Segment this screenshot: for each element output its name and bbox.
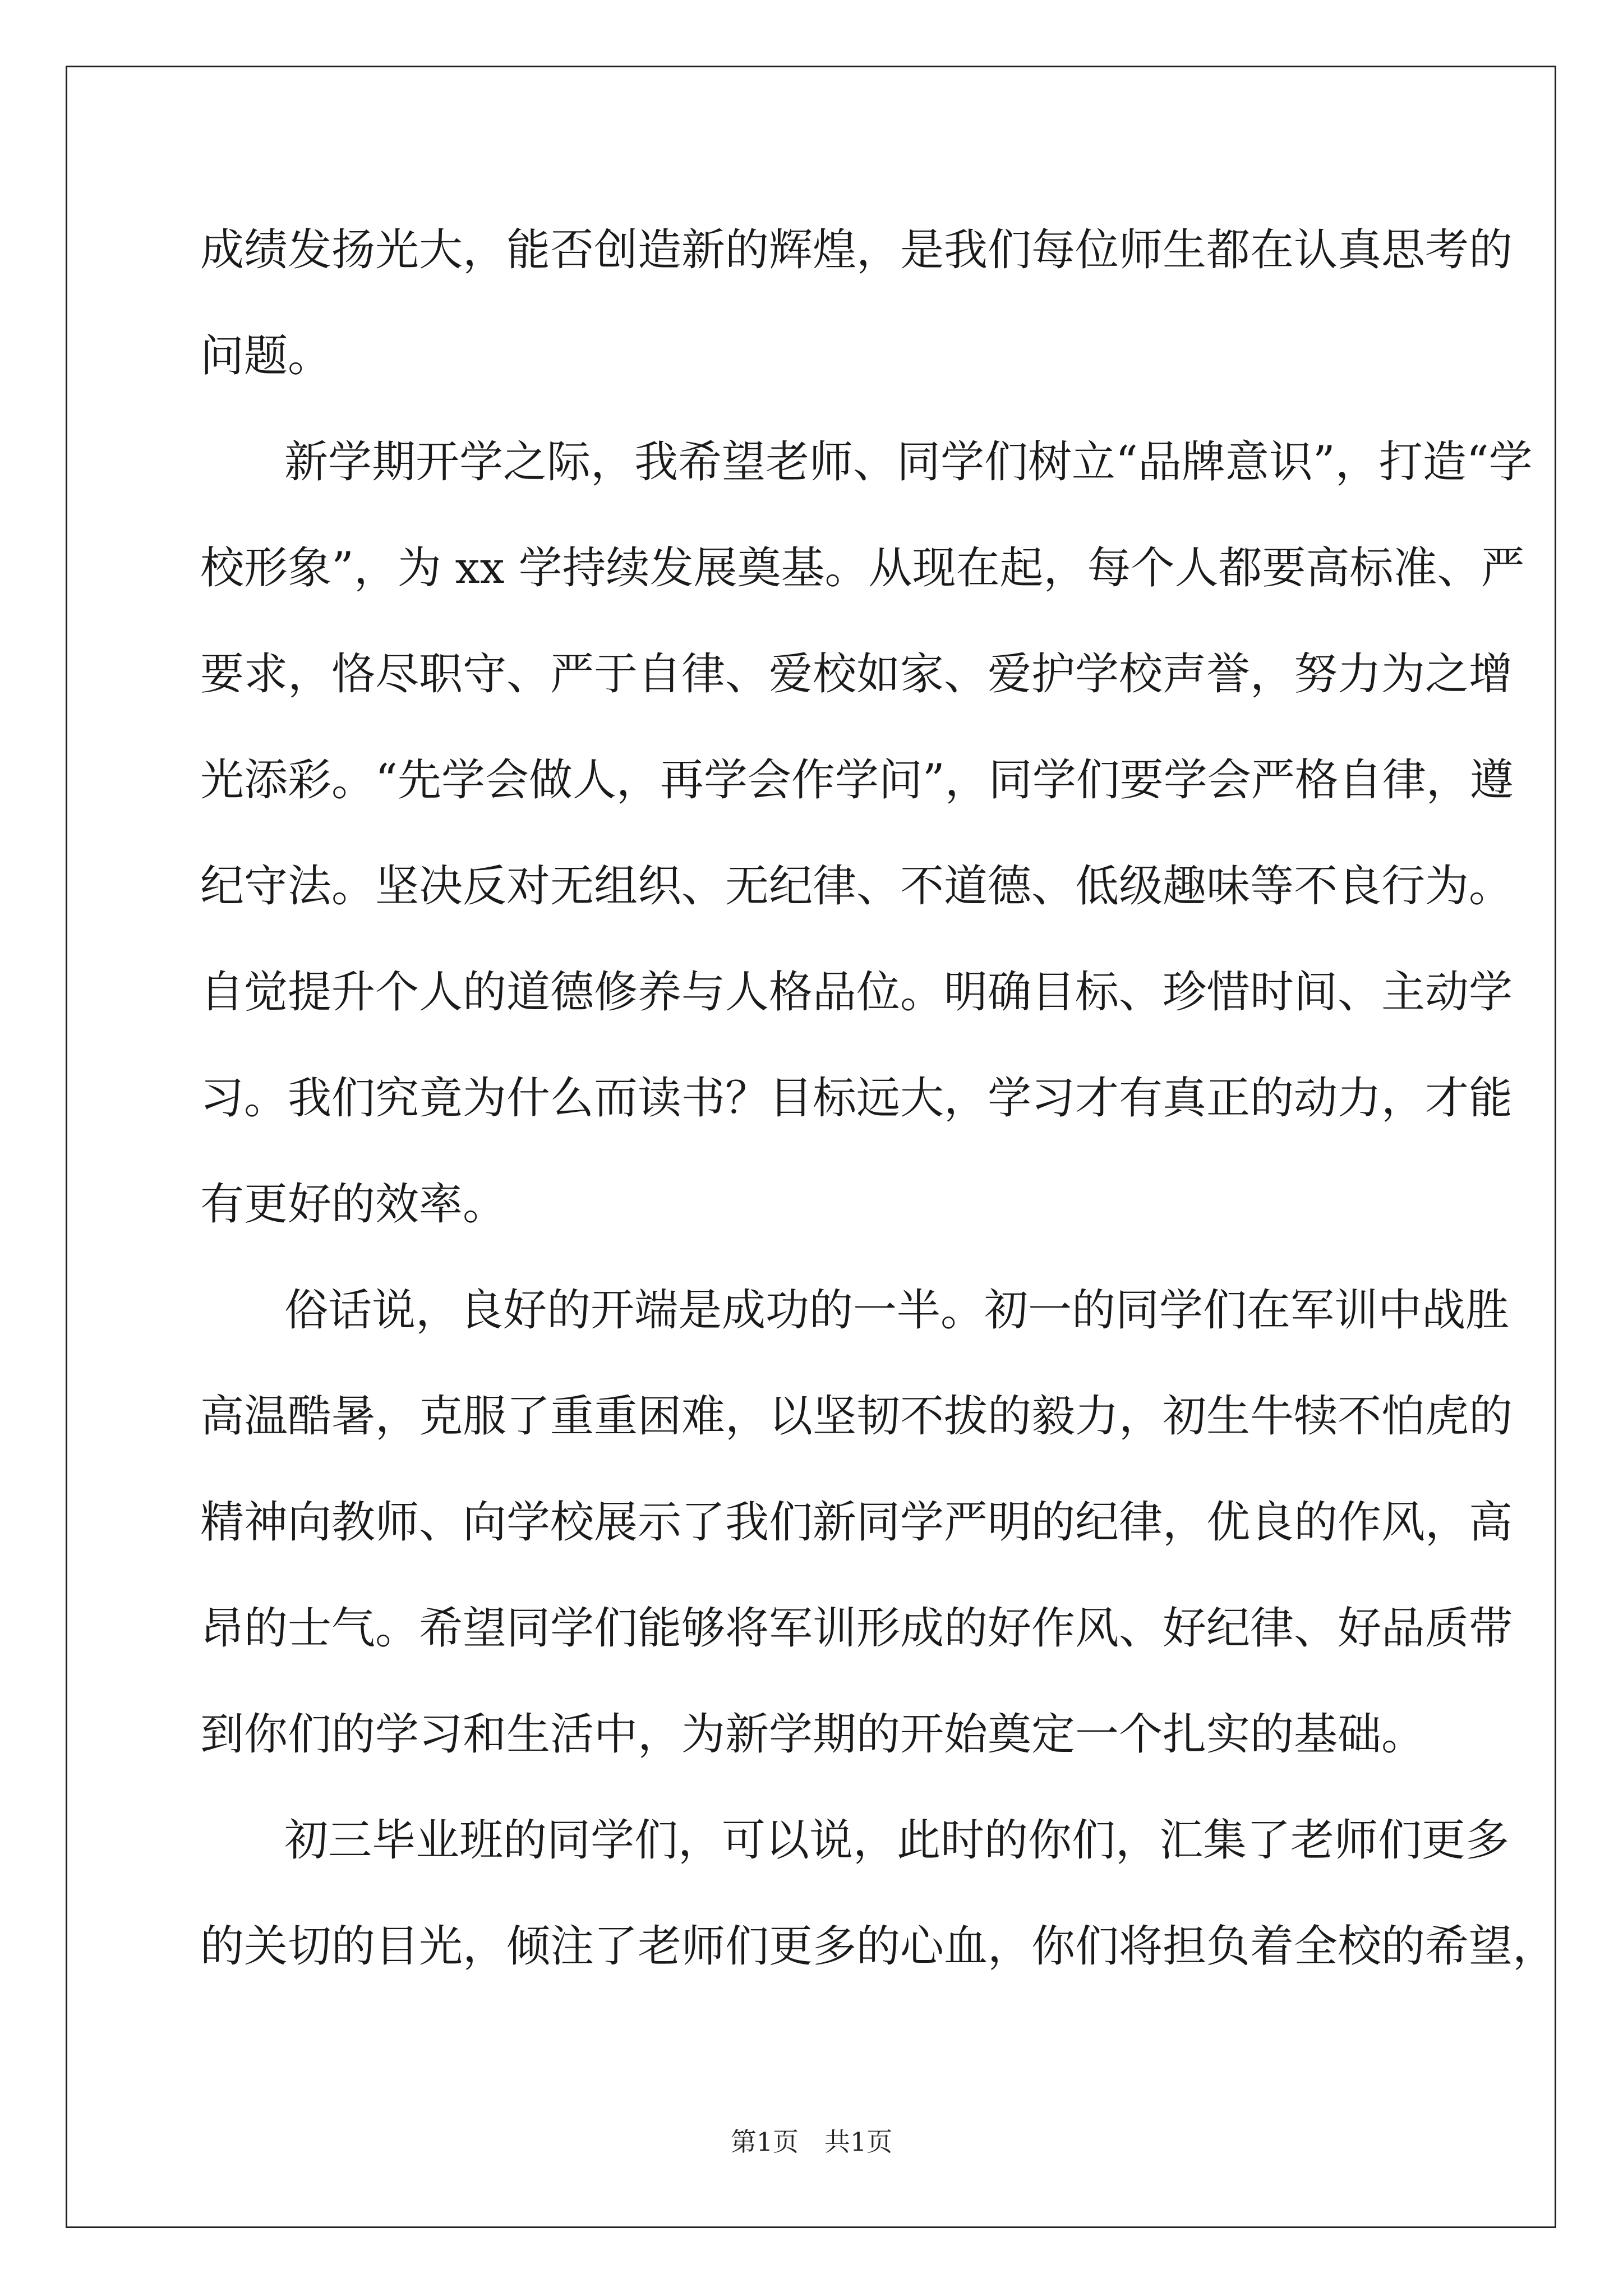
body-line: 的关切的目光，倾注了老师们更多的心血，你们将担负着全校的希望，: [200, 1921, 1557, 1972]
body-line: 习。我们究竟为什么而读书？目标远大，学习才有真正的动力，才能: [200, 1073, 1513, 1124]
body-line: 精神向教师、向学校展示了我们新同学严明的纪律，优良的作风，高: [200, 1497, 1513, 1548]
page-number-footer: 第1页 共1页: [730, 2127, 893, 2157]
body-line: 问题。: [200, 331, 332, 381]
body-line: 成绩发扬光大，能否创造新的辉煌，是我们每位师生都在认真思考的: [200, 225, 1513, 275]
body-line: 光添彩。“先学会做人，再学会作学问”，同学们要学会严格自律，遵: [200, 755, 1514, 806]
body-line: 校形象”，为 xx 学持续发展奠基。从现在起，每个人都要高标准、严: [200, 543, 1525, 593]
body-line: 纪守法。坚决反对无组织、无纪律、不道德、低级趣味等不良行为。: [200, 861, 1513, 912]
body-line: 昂的士气。希望同学们能够将军训形成的好作风、好纪律、好品质带: [200, 1603, 1513, 1654]
body-line: 俗话说，良好的开端是成功的一半。初一的同学们在军训中战胜: [284, 1285, 1510, 1336]
body-line: 初三毕业班的同学们，可以说，此时的你们，汇集了老师们更多: [284, 1815, 1510, 1866]
body-line: 自觉提升个人的道德修养与人格品位。明确目标、珍惜时间、主动学: [200, 967, 1513, 1018]
body-line: 新学期开学之际，我希望老师、同学们树立“品牌意识”，打造“学: [284, 437, 1533, 487]
body-line: 高温酷暑，克服了重重困难，以坚韧不拔的毅力，初生牛犊不怕虎的: [200, 1391, 1513, 1442]
body-line: 到你们的学习和生活中，为新学期的开始奠定一个扎实的基础。: [200, 1709, 1426, 1760]
body-line: 有更好的效率。: [200, 1179, 507, 1230]
body-line: 要求，恪尽职守、严于自律、爱校如家、爱护学校声誉，努力为之增: [200, 649, 1513, 700]
page-frame: [66, 66, 1556, 2228]
